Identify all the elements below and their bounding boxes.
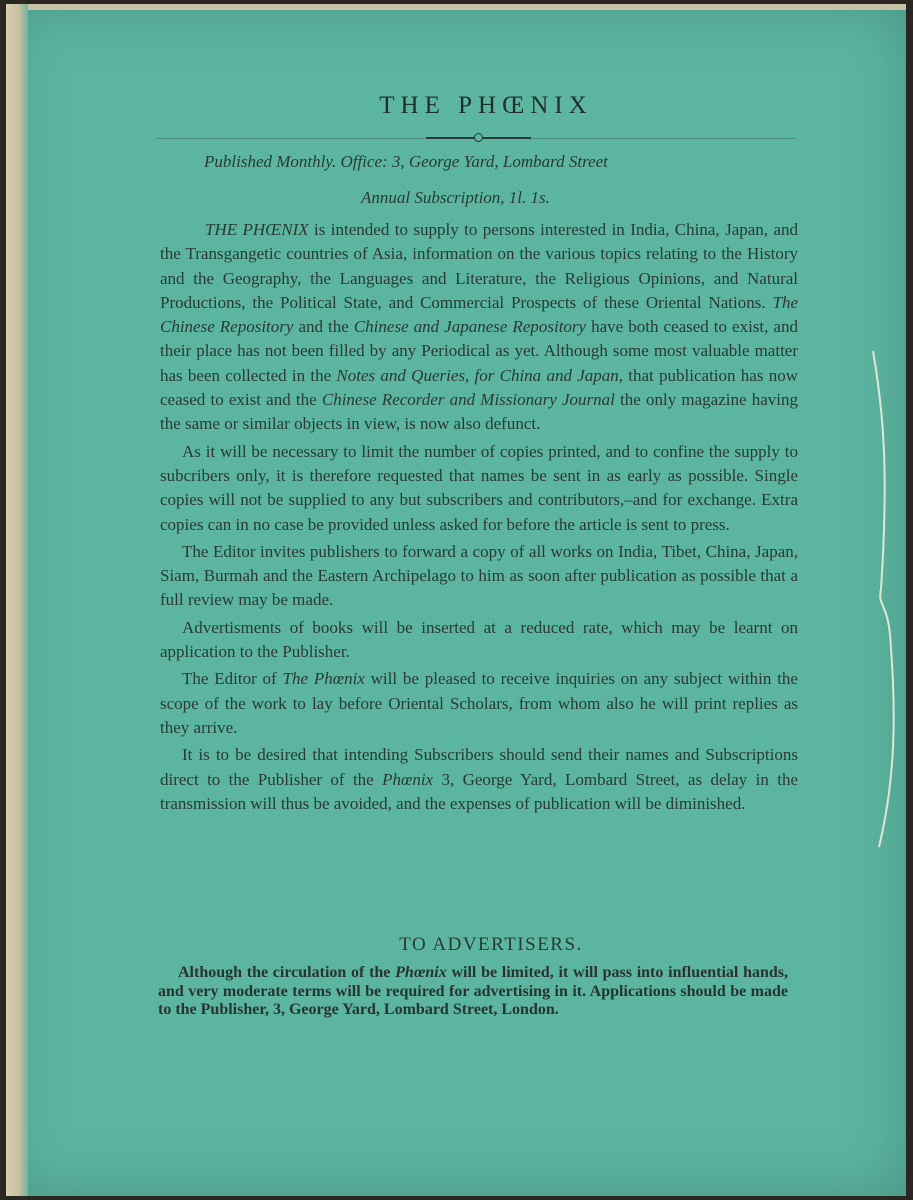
title-reference: THE PHŒNIX [205, 220, 309, 239]
text-run: will be pleased to receive inquiries on any subject within the scope of the work to lay before Oriental Scholars, from whom also he will print replies as they arrive. [160, 669, 798, 737]
title-reference: Phœnix [382, 769, 434, 789]
paper-left-edge [6, 4, 28, 1196]
ornament-circle [474, 133, 483, 142]
text-run: The Editor of [182, 669, 283, 689]
paper-top-edge [6, 4, 906, 10]
paragraph-advertisments: Advertisments of books will be inserted at a reduced rate, which may be learnt on application to the Publisher. [160, 617, 798, 662]
text-run: will be limited, it will pass into influential hands, and very moderate terms will be required for advertising in it. Applications should be made to the Publisher, 3, George Yard, Lombard Street, London. [158, 964, 789, 1018]
text-run: have both ceased to exist, and their place has not been filled by any Periodical as yet. Although some most valuable matter has been collected in the [160, 317, 798, 385]
advertisers-notice [158, 964, 788, 1020]
title-reference: The Phœnix [282, 669, 365, 689]
body-text [160, 218, 798, 819]
title-reference: Chinese and Japanese Repository [353, 317, 587, 337]
title-reference: Phœnix [395, 964, 447, 981]
text-run: Although the circulation of the [178, 964, 396, 981]
advertisers-heading: TO ADVERTISERS. [399, 934, 583, 955]
title-reference: Chinese Recorder and Missionary Journal [321, 390, 615, 410]
paragraph-copies: As it will be necessary to limit the number of copies printed, and to confine the supply to subcribers only, it is therefore requested that names be sent in as early as possible. Single copies will not be supplied to any but subscribers and contributors,–and for exchange. Extra copies can in no case be provided unless asked for before the article is sent to press. [160, 441, 798, 534]
paragraph-inquiries [160, 667, 798, 740]
text-run: is intended to supply to persons interested in India, China, Japan, and the Transgangetic countries of Asia, information on the various topics relating to the History and the Geography, the Languages and Literature, the Religious Opinions, and Natural Productions, the Political State, and Commercial Prospects of these Oriental Nations. [160, 220, 798, 312]
ornament-divider [426, 130, 531, 144]
cover-page [6, 4, 906, 1196]
text-run: and the [293, 317, 354, 337]
masthead-title: THE PHŒNIX [379, 92, 593, 119]
paragraph-intro [160, 218, 798, 437]
text-run: It is to be desired that intending Subscribers should send their names and Subscriptions direct to the Publisher of the [160, 745, 798, 789]
text-run: that publication has now ceased to exist and the [160, 365, 798, 410]
title-reference: Notes and Queries, for China and Japan, [336, 365, 624, 385]
paragraph-publishers: The Editor invites publishers to forward a copy of all works on India, Tibet, China, Japan, Siam, Burmah and the Eastern Archipelago to him as soon after publication as possible that a full review may be made. [160, 541, 798, 610]
paragraph-subscribers [160, 743, 798, 816]
text-run: the only magazine having the same or similar objects in view, is now also defunct. [160, 390, 798, 434]
binding-string [861, 349, 901, 849]
advertisers-paragraph [158, 964, 788, 1020]
subscription-line: Annual Subscription, 1l. 1s. [361, 188, 550, 207]
text-run: 3, George Yard, Lombard Street, as delay in the transmission will thus be avoided, and the expenses of publication will be diminished. [160, 769, 799, 813]
title-reference: The Chinese Repository [160, 292, 798, 337]
publication-line: Published Monthly. Office: 3, George Yard, Lombard Street [204, 152, 608, 171]
